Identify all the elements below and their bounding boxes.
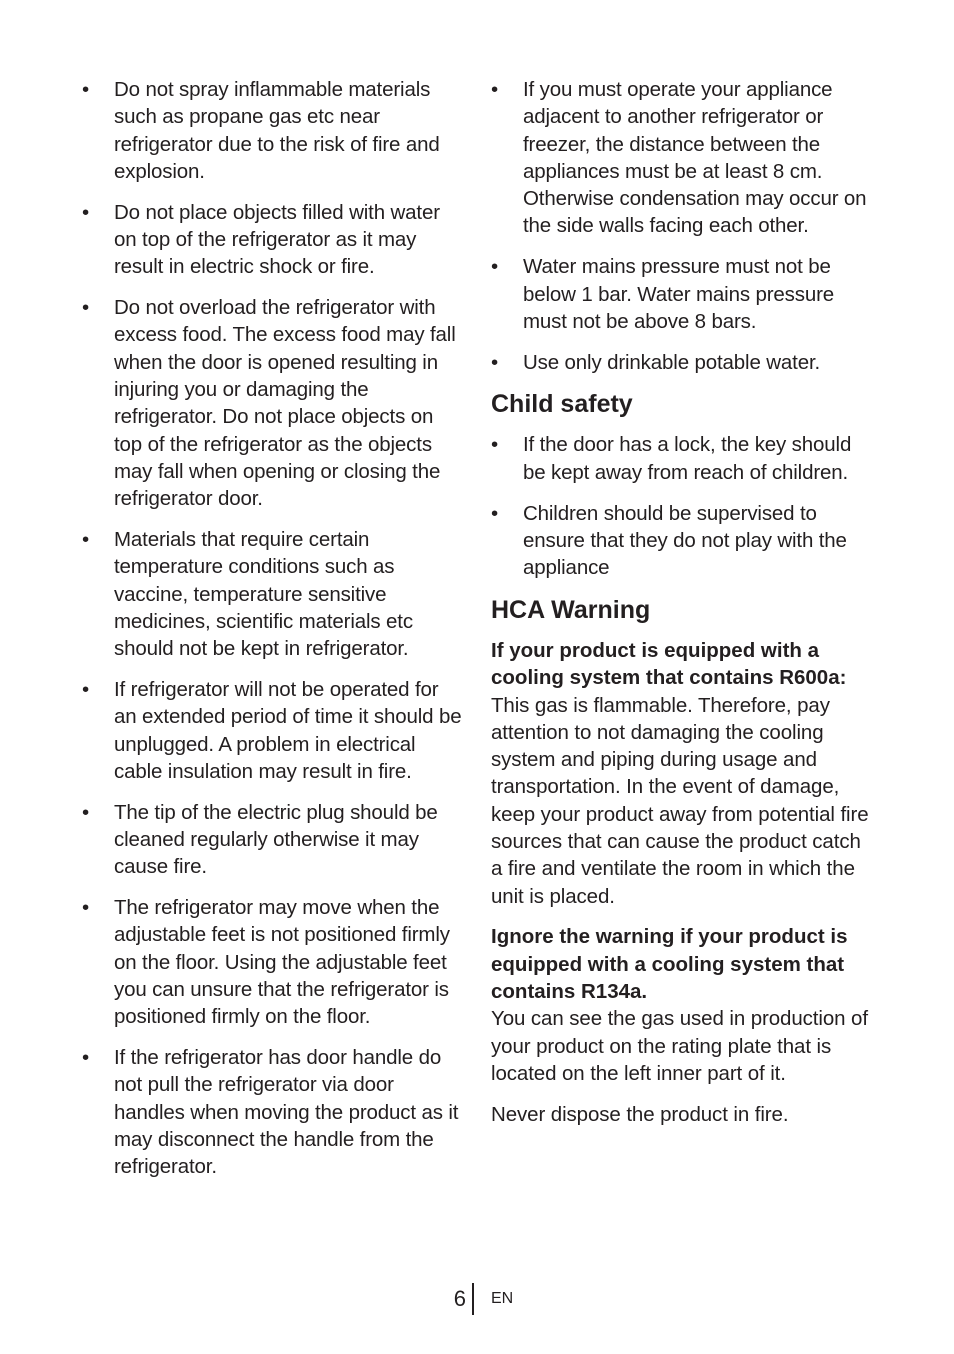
left-column — [82, 76, 464, 1194]
bullet-icon: • — [82, 527, 90, 551]
list-item: • Use only drinkable potable water. — [491, 349, 874, 376]
bullet-icon: • — [491, 78, 499, 101]
list-item: • The tip of the electric plug should be cleaned regularly otherwise it may cause fire. — [82, 800, 438, 879]
list-item: • Do not spray inflammable materials such as propane gas etc near refrigerator due to the risk of fire and explosion. — [82, 78, 440, 183]
list-item: • Children should be supervised to ensure that they do not play with the appliance — [491, 501, 847, 580]
bullet-icon: • — [82, 677, 90, 701]
list-item: • Do not place objects filled with water on top of the refrigerator as it may result in electric shock or fire. — [82, 200, 440, 279]
hca-warning-heading: HCA Warning — [491, 595, 651, 624]
gas-rating-plate-text: You can see the gas used in production of your product on the rating plate that is located on the left inner part of it. — [491, 1007, 868, 1085]
list-item: • Do not overload the refrigerator with excess food. The excess food may fall when the door is opened resulting in injuring you or damaging the refrigerator. Do not place objects on top of the refrigerator as the objects may fall when opening or closing the refrigerator door. — [82, 296, 456, 511]
list-item: • Water mains pressure must not be below 1 bar. Water mains pressure must not be above 8 bars. — [491, 255, 835, 333]
page-footer — [448, 1282, 513, 1316]
bullet-icon: • — [82, 896, 90, 920]
safety-list-right — [491, 76, 874, 376]
bullet-icon: • — [491, 255, 499, 279]
child-safety-heading: Child safety — [491, 390, 633, 419]
right-column — [491, 76, 874, 1142]
list-item: • If the refrigerator has door handle do not pull the refrigerator via door handles when moving the product as it may disconnect the handle from the refrigerator. — [82, 1046, 459, 1179]
dispose-warning-text: Never dispose the product in fire. — [491, 1102, 789, 1126]
r600a-warning-title: If your product is equipped with a cooling system that contains R600a: — [491, 638, 847, 690]
bullet-icon: • — [491, 350, 499, 374]
bullet-icon: • — [82, 1046, 90, 1069]
list-item: • If you must operate your appliance adjacent to another refrigerator or freezer, the distance between the appliances must be at least 8 cm. Otherwise condensation may occur on the side walls facing each other. — [491, 78, 867, 238]
bullet-icon: • — [82, 78, 90, 101]
list-item: • If the door has a lock, the key should be kept away from reach of children. — [491, 433, 852, 484]
list-item: • Materials that require certain temperature conditions such as vaccine, temperature sensitive medicines, scientific materials etc should not be kept in refrigerator. — [82, 527, 413, 661]
r134a-warning-title: Ignore the warning if your product is equipped with a cooling system that contains R134a. — [491, 925, 848, 1004]
list-item: • The refrigerator may move when the adjustable feet is not positioned firmly on the floor. Using the adjustable feet you can unsure that the refrigerator is positioned firmly on the floor. — [82, 896, 450, 1029]
list-item: • If refrigerator will not be operated for an extended period of time it should be unplugged. A problem in electrical cable insulation may result in fire. — [82, 677, 462, 783]
page-number: 6 — [453, 1286, 466, 1311]
r600a-warning-text: This gas is flammable. Therefore, pay attention to not damaging the cooling system and piping during usage and transportation. In the event of damage, keep your product away from potential fire sources that can cause the product catch a fire and ventilate the room in which the unit is placed. — [491, 693, 869, 908]
bullet-icon: • — [82, 296, 90, 320]
bullet-icon: • — [491, 433, 499, 457]
footer-divider — [472, 1283, 474, 1315]
child-safety-list — [491, 431, 874, 581]
language-code: EN — [491, 1290, 514, 1307]
safety-list-left — [82, 76, 464, 1180]
bullet-icon: • — [82, 800, 90, 824]
bullet-icon: • — [82, 200, 90, 224]
bullet-icon: • — [491, 501, 499, 525]
